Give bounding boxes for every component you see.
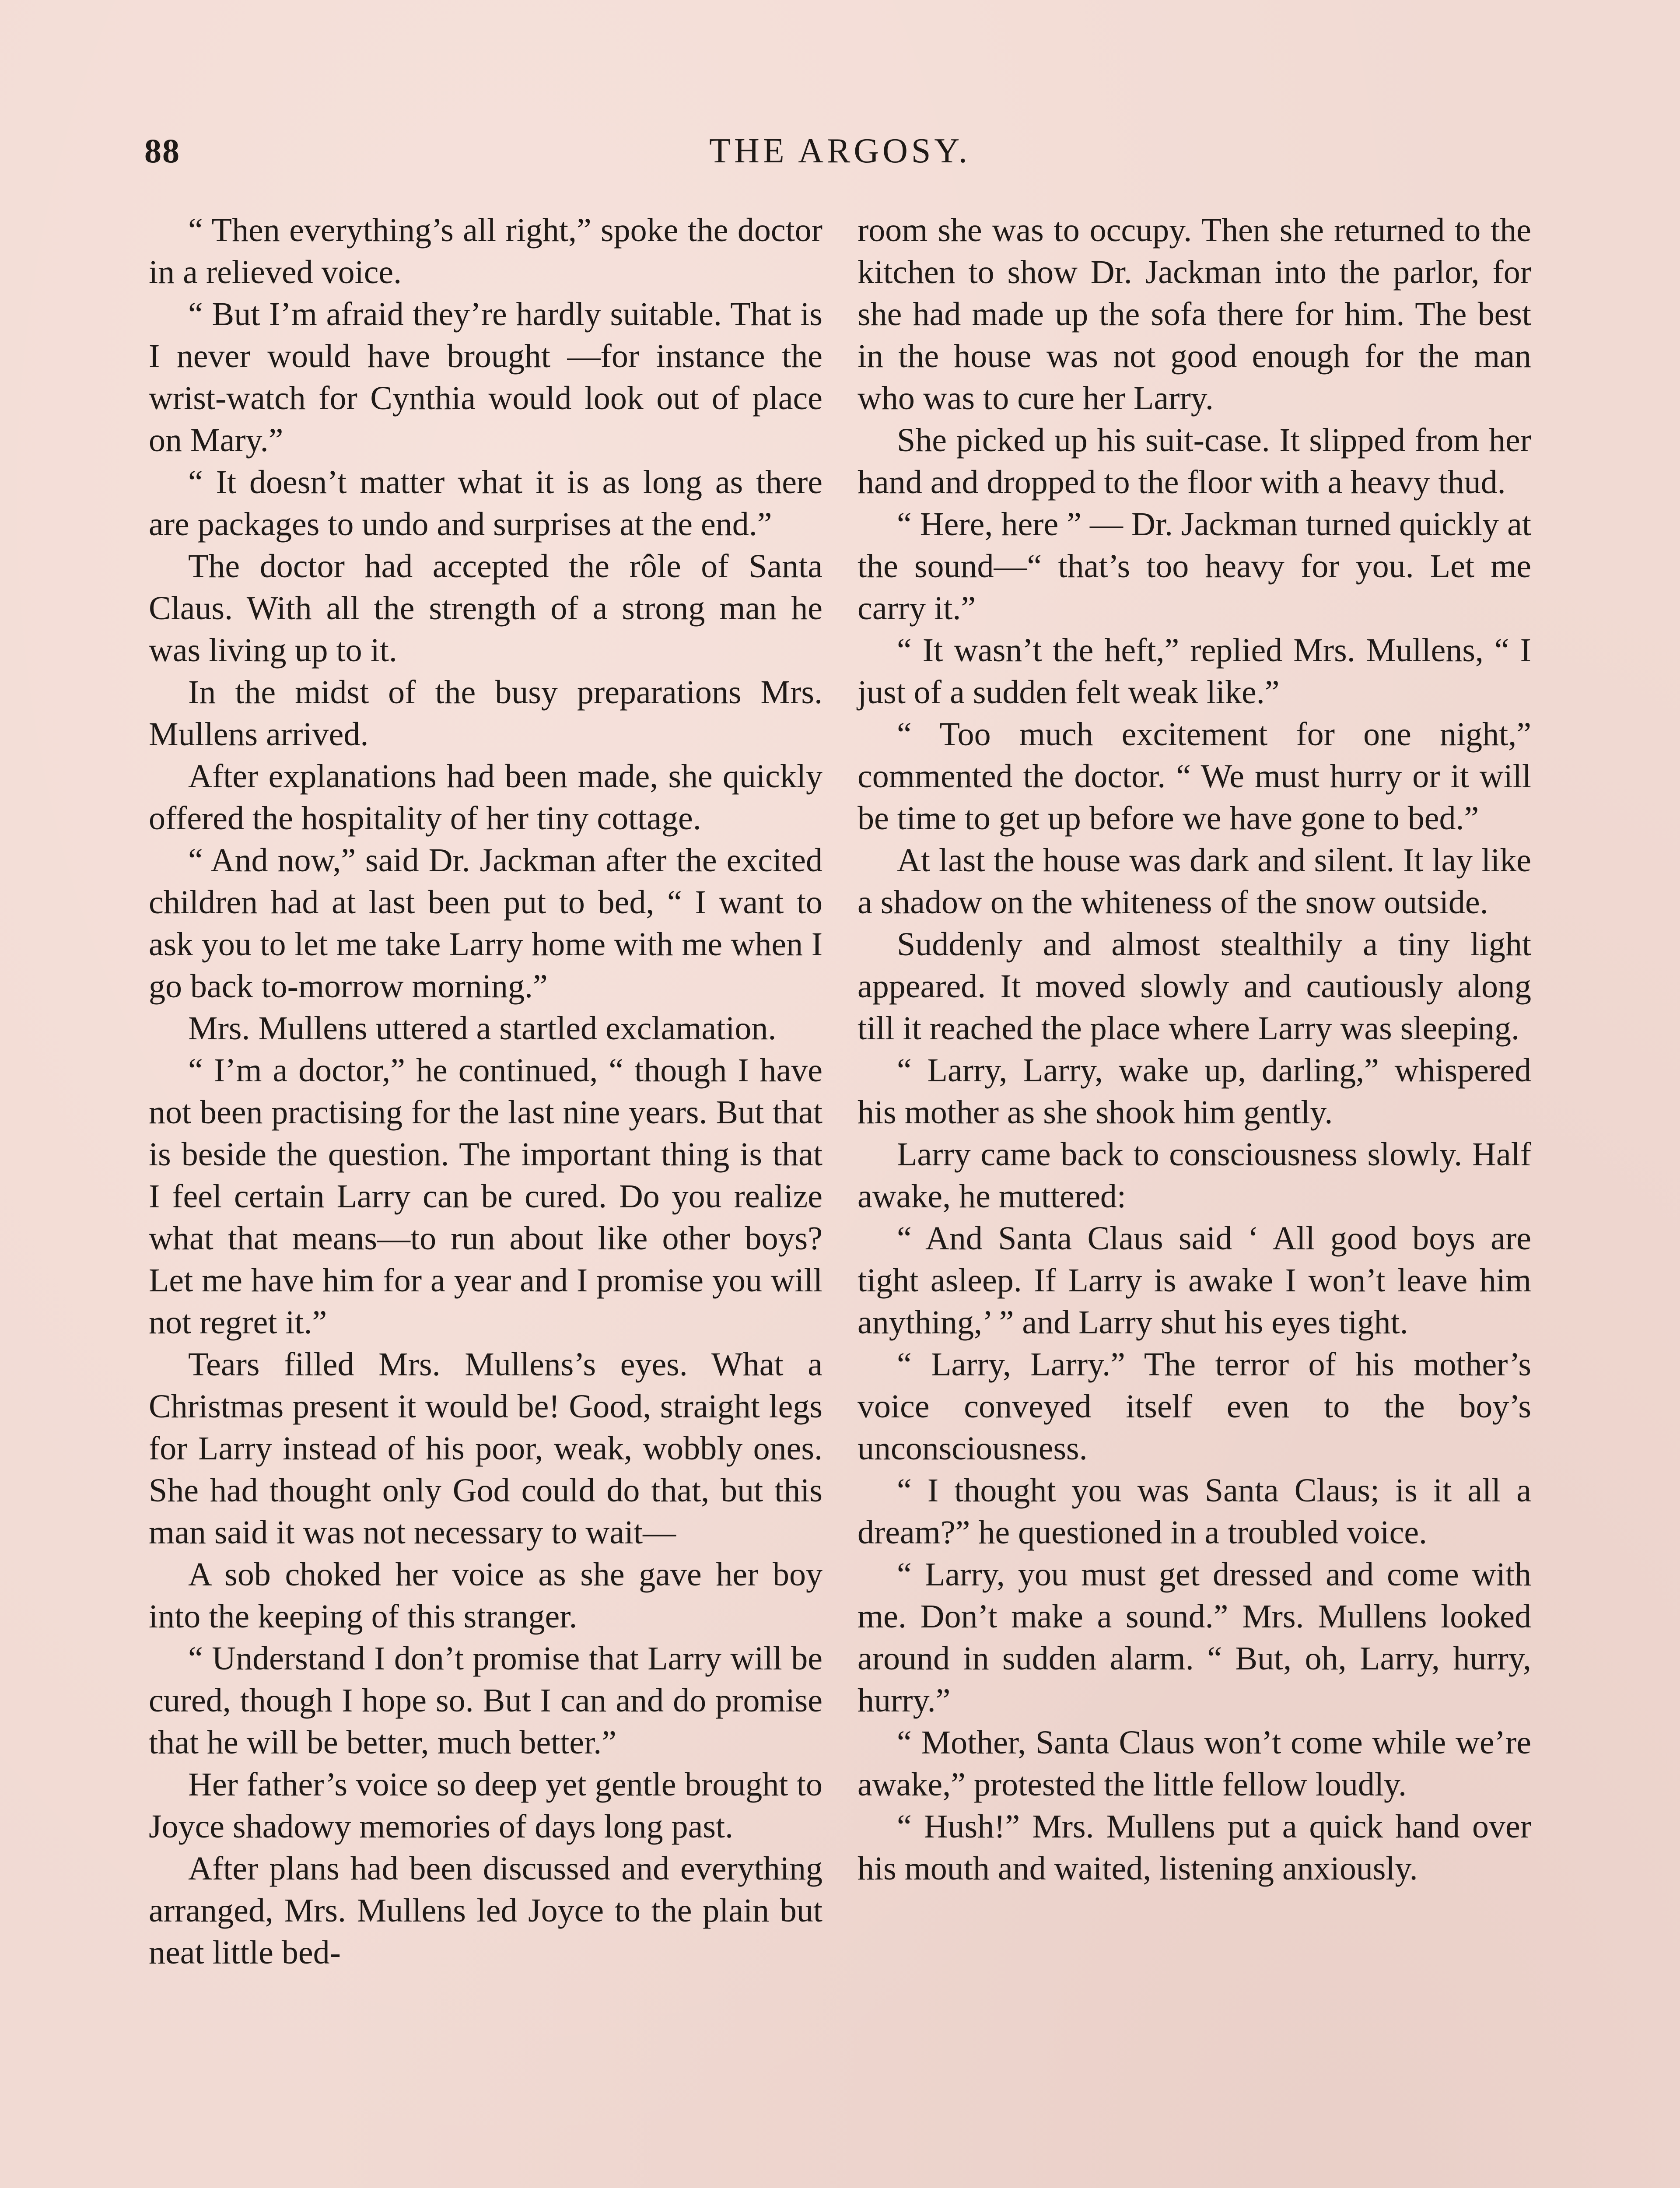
- paragraph: “ And now,” said Dr. Jackman after the excited children had at last been put to bed, “ I want to ask you to let me take Larry home with me when I go back to-morrow morning.”: [149, 842, 822, 1005]
- paragraph-continuation: room she was to occupy. Then she returned to the kitchen to show Dr. Jackman into the parlor, for she had made up the sofa there for him. The best in the house was not good enough for the man who was to cure her Larry.: [858, 212, 1531, 417]
- paragraph: After explanations had been made, she quickly offered the hospitality of her tiny cottage.: [149, 758, 822, 837]
- page-header: [144, 131, 1536, 179]
- paragraph: Tears filled Mrs. Mullens’s eyes. What a Christmas present it would be! Good, straight legs for Larry instead of his poor, weak, wobbly ones. She had thought only God could do that, but this man said it was not necessary to wait—: [149, 1346, 822, 1551]
- paragraph: Larry came back to consciousness slowly. Half awake, he muttered:: [858, 1136, 1531, 1215]
- paragraph: “ But I’m afraid they’re hardly suitable. That is I never would have brought —for instance the wrist-watch for Cynthia would look out of place on Mary.”: [149, 296, 822, 459]
- paragraph: “ Mother, Santa Claus won’t come while we’re awake,” protested the little fellow loudly.: [858, 1724, 1531, 1803]
- paragraph: In the midst of the busy preparations Mrs. Mullens arrived.: [149, 674, 822, 753]
- paragraph: The doctor had accepted the rôle of Santa Claus. With all the strength of a strong man he was living up to it.: [149, 548, 822, 669]
- right-column: [858, 209, 1531, 1890]
- paragraph: “ And Santa Claus said ‘ All good boys are tight asleep. If Larry is awake I won’t leave him anything,’ ” and Larry shut his eyes tight.: [858, 1220, 1531, 1341]
- paragraph: “ Then everything’s all right,” spoke the doctor in a relieved voice.: [149, 212, 822, 291]
- running-head: THE ARGOSY.: [709, 132, 971, 170]
- paragraph: “ Larry, Larry.” The terror of his mother’s voice conveyed itself even to the boy’s unconsciousness.: [858, 1346, 1531, 1467]
- page-number: 88: [144, 132, 180, 170]
- paragraph: Suddenly and almost stealthily a tiny light appeared. It moved slowly and cautiously along till it reached the place where Larry was sleeping.: [858, 926, 1531, 1047]
- paragraph: At last the house was dark and silent. It lay like a shadow on the whiteness of the snow outside.: [858, 842, 1531, 921]
- paragraph: “ It wasn’t the heft,” replied Mrs. Mullens, “ I just of a sudden felt weak like.”: [858, 632, 1531, 711]
- paragraph: She picked up his suit-case. It slipped from her hand and dropped to the floor with a heavy thud.: [858, 422, 1531, 501]
- paragraph: A sob choked her voice as she gave her boy into the keeping of this stranger.: [149, 1556, 822, 1635]
- paragraph: “ I thought you was Santa Claus; is it all a dream?” he questioned in a troubled voice.: [858, 1472, 1531, 1551]
- paragraph: “ I’m a doctor,” he continued, “ though I have not been practising for the last nine years. But that is beside the question. The important thing is that I feel certain Larry can be cured. Do you realize what that means—to run about like other boys? Let me have him for a year and I promise you will not regret it.”: [149, 1052, 822, 1341]
- paragraph: “ Larry, you must get dressed and come with me. Don’t make a sound.” Mrs. Mullens looked around in sudden alarm. “ But, oh, Larry, hurry, hurry.”: [858, 1556, 1531, 1719]
- paragraph: “ Here, here ” — Dr. Jackman turned quickly at the sound—“ that’s too heavy for you. Let me carry it.”: [858, 506, 1531, 627]
- paragraph: “ Hush!” Mrs. Mullens put a quick hand over his mouth and waited, listening anxiously.: [858, 1808, 1531, 1887]
- left-column: [149, 209, 822, 1974]
- paragraph: Mrs. Mullens uttered a startled exclamation.: [188, 1010, 777, 1047]
- paragraph: “ Larry, Larry, wake up, darling,” whispered his mother as she shook him gently.: [858, 1052, 1531, 1131]
- paragraph: Her father’s voice so deep yet gentle brought to Joyce shadowy memories of days long past.: [149, 1766, 822, 1845]
- paragraph: “ Understand I don’t promise that Larry will be cured, though I hope so. But I can and do promise that he will be better, much better.”: [149, 1640, 822, 1761]
- paragraph: After plans had been discussed and everything arranged, Mrs. Mullens led Joyce to the plain but neat little bed-: [149, 1850, 822, 1971]
- paragraph: “ Too much excitement for one night,” commented the doctor. “ We must hurry or it will be time to get up before we have gone to bed.”: [858, 716, 1531, 837]
- paragraph: “ It doesn’t matter what it is as long as there are packages to undo and surprises at the end.”: [149, 464, 822, 543]
